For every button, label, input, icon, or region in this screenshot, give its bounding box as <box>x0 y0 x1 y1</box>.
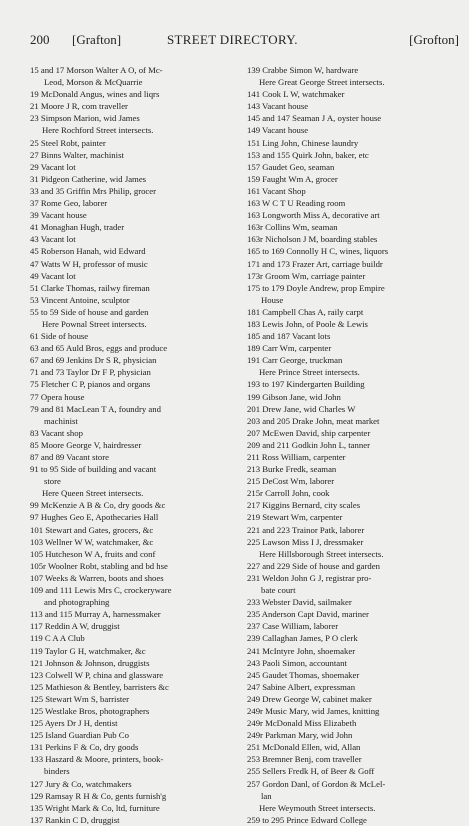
header-left-tag: [Grafton] <box>72 32 122 47</box>
directory-entry: 87 and 89 Vacant store <box>30 452 109 462</box>
directory-entry: 247 Sabine Albert, expressman <box>247 681 356 692</box>
directory-entry: 249r Music Mary, wid James, knitting <box>247 705 380 716</box>
directory-entry: 235 Anderson Capt David, mariner <box>247 609 369 620</box>
directory-entry: 149 Vacant house <box>247 125 309 136</box>
directory-entry: 29 Vacant lot <box>30 161 76 172</box>
directory-entry: 163r Collins Wm, seaman <box>247 222 338 233</box>
header-right-tag: [Grofton] <box>409 32 459 47</box>
directory-entry: 113 and 115 Murray A, harnessmaker <box>30 609 161 620</box>
directory-entry: 43 Vacant lot <box>30 234 76 245</box>
directory-entry: 23 Simpson Marion, wid James <box>30 113 140 124</box>
directory-entry: 159 Faught Wm A, grocer <box>247 173 338 184</box>
directory-entry: 193 to 197 Kindergarten Building <box>247 379 365 390</box>
directory-entry: 71 and 73 Taylor Dr F P, physician <box>30 367 151 378</box>
street-intersection-heading: Here Hillsborough Street intersects. <box>259 548 384 559</box>
street-intersection-heading: Here Great George Street intersects. <box>259 77 385 88</box>
directory-entry: 161 Vacant Shop <box>247 185 306 196</box>
directory-entry: 231 Weldon John G J, registrar pro- <box>247 572 372 583</box>
directory-entry: 15 and 17 Morson Walter A O, of Mc- <box>30 65 163 75</box>
directory-entry: 255 Sellers Fredk H, of Beer & Goff <box>247 766 375 777</box>
directory-entry: 165 to 169 Connolly H C, wines, liquors <box>247 246 389 257</box>
entry-continuation: House <box>261 294 284 305</box>
directory-entry: 125 Mathieson & Bentley, barristers &c <box>30 681 169 692</box>
directory-entry: 257 Gordon Danl, of Gordon & McLel- <box>247 778 386 789</box>
page-header <box>30 32 459 52</box>
directory-entry: 19 McDonald Angus, wines and liqrs <box>30 89 160 100</box>
page-number: 200 <box>30 32 50 47</box>
directory-entry: 41 Monaghan Hugh, trader <box>30 222 125 233</box>
directory-entry: 225 Lawson Miss I J, dressmaker <box>247 536 364 547</box>
directory-entry: 105r Woolner Robt, stabling and bd hse <box>30 560 168 571</box>
directory-entry: 251 McDonald Ellen, wid, Allan <box>247 742 361 753</box>
directory-entry: 77 Opera house <box>30 391 85 402</box>
directory-entry: 239 Callaghan James, P O clerk <box>247 633 358 644</box>
directory-entry: 25 Steel Robt, painter <box>30 137 106 148</box>
directory-entry: 181 Campbell Chas A, raily carpt <box>247 306 364 317</box>
entry-continuation: store <box>44 476 61 487</box>
directory-entry: 97 Hughes Geo E, Apothecaries Hall <box>30 512 159 523</box>
directory-entry: 185 and 187 Vacant lots <box>247 331 331 342</box>
directory-entry: 53 Vincent Antoine, sculptor <box>30 294 130 305</box>
directory-entry: 123 Colwell W P, china and glassware <box>30 669 164 680</box>
directory-entry: 51 Clarke Thomas, railwy fireman <box>30 282 150 293</box>
directory-entry: 219 Stewart Wm, carpenter <box>247 512 343 523</box>
directory-entry: 61 Side of house <box>30 331 89 342</box>
directory-entry: 233 Webster David, sailmaker <box>247 597 352 608</box>
directory-entry: 75 Fletcher C P, pianos and organs <box>30 379 151 390</box>
directory-entry: 103 Wellner W W, watchmaker, &c <box>30 536 154 547</box>
directory-entry: 27 Binns Walter, machinist <box>30 149 124 160</box>
directory-entry: 49 Vacant lot <box>30 270 76 281</box>
directory-entry: 209 and 211 Godkin John L, tanner <box>247 439 370 450</box>
directory-entry: 31 Pidgeon Catherine, wid James <box>30 173 147 184</box>
directory-entry: 145 and 147 Seaman J A, oyster house <box>247 113 382 124</box>
directory-entry: 125 Island Guardian Pub Co <box>30 730 129 741</box>
directory-entry: 189 Carr Wm, carpenter <box>247 343 332 354</box>
entry-continuation: binders <box>44 766 70 777</box>
directory-entry: 131 Perkins F & Co, dry goods <box>30 742 139 753</box>
directory-entry: 47 Watts W H, professor of music <box>30 258 148 269</box>
entry-continuation: lan <box>261 790 272 801</box>
directory-entry: 125 Stewart Wm S, barrister <box>30 693 130 704</box>
directory-entry: 237 Case William, laborer <box>247 621 339 632</box>
street-intersection-heading: Here Rochford Street intersects. <box>42 125 154 136</box>
directory-entry: 183 Lewis John, of Poole & Lewis <box>247 318 368 329</box>
directory-entry: 91 to 95 Side of building and vacant <box>30 464 157 475</box>
directory-entry: 67 and 69 Jenkins Dr S R, physician <box>30 355 157 366</box>
directory-entry: 141 Cook L W, watchmaker <box>247 89 345 100</box>
directory-entry: 101 Stewart and Gates, grocers, &c <box>30 524 154 535</box>
directory-entry: 215r Carroll John, cook <box>247 488 330 499</box>
entry-continuation: and photographing <box>44 597 110 608</box>
directory-entry: 45 Roberson Hanah, wid Edward <box>30 246 146 257</box>
directory-entry: 129 Ramsay R H & Co, gents furnish'g <box>30 790 167 801</box>
directory-entry: 199 Gibson Jane, wid John <box>247 391 341 402</box>
directory-entry: 137 Rankin C D, druggist <box>30 814 120 825</box>
directory-entry: 249 Drew George W, cabinet maker <box>247 693 372 704</box>
directory-entry: 217 Kiggins Bernard, city scales <box>247 500 361 511</box>
directory-entry: 85 Moore George V, hairdresser <box>30 439 142 450</box>
directory-entry: 83 Vacant shop <box>30 427 83 438</box>
directory-entry: 55 to 59 Side of house and garden <box>30 306 149 317</box>
directory-entry: 211 Ross William, carpenter <box>247 452 346 462</box>
directory-entry: 227 and 229 Side of house and garden <box>247 560 380 571</box>
directory-entry: 125 Westlake Bros, photographers <box>30 705 150 716</box>
directory-entry: 37 Rome Geo, laborer <box>30 198 108 209</box>
directory-entry: 253 Bremner Benj, com traveller <box>247 754 362 765</box>
directory-entry: 33 and 35 Griffin Mrs Philip, grocer <box>30 185 157 196</box>
entry-continuation: Leod, Morson & McQuarrie <box>44 77 143 88</box>
directory-entry: 143 Vacant house <box>247 101 309 112</box>
right-column <box>247 64 459 826</box>
left-column <box>30 64 242 826</box>
street-intersection-heading: Here Weymouth Street intersects. <box>259 802 376 813</box>
directory-entry: 249r Parkman Mary, wid John <box>247 730 353 741</box>
directory-entry: 153 and 155 Quirk John, baker, etc <box>247 149 369 160</box>
page-title: STREET DIRECTORY. <box>167 32 298 47</box>
directory-entry: 135 Wright Mark & Co, ltd, furniture <box>30 802 160 813</box>
directory-entry: 203 and 205 Drake John, meat market <box>247 415 380 426</box>
directory-entry: 213 Burke Fredk, seaman <box>247 464 337 475</box>
directory-entry: 221 and 223 Trainor Patk, laborer <box>247 524 365 535</box>
directory-entry: 243 Paoli Simon, accountant <box>247 657 347 668</box>
entry-continuation: bate court <box>261 585 296 596</box>
directory-entry: 201 Drew Jane, wid Charles W <box>247 403 356 414</box>
directory-entry: 109 and 111 Lewis Mrs C, crockeryware <box>30 585 172 596</box>
directory-entry: 163 W C T U Reading room <box>247 198 346 209</box>
directory-entry: 107 Weeks & Warren, boots and shoes <box>30 572 164 583</box>
directory-entry: 175 to 179 Doyle Andrew, prop Empire <box>247 282 385 293</box>
directory-entry: 125 Ayers Dr J H, dentist <box>30 718 118 729</box>
directory-entry: 121 Johnson & Johnson, druggists <box>30 657 150 668</box>
directory-entry: 259 to 295 Prince Edward College <box>247 814 367 825</box>
directory-entry: 157 Gaudet Geo, seaman <box>247 161 335 172</box>
directory-entry: 241 McIntyre John, shoemaker <box>247 645 356 656</box>
directory-entry: 79 and 81 MacLean T A, foundry and <box>30 403 161 414</box>
directory-entry: 117 Reddin A W, druggist <box>30 621 120 632</box>
directory-entry: 215 DeCost Wm, laborer <box>247 476 335 487</box>
directory-entry: 245 Gaudet Thomas, shoemaker <box>247 669 360 680</box>
directory-entry: 151 Ling John, Chinese laundry <box>247 137 359 148</box>
directory-entry: 39 Vacant house <box>30 210 87 221</box>
directory-entry: 191 Carr George, truckman <box>247 355 343 366</box>
directory-entry: 163r Nicholson J M, boarding stables <box>247 234 378 245</box>
directory-entry: 105 Hutcheson W A, fruits and conf <box>30 548 156 559</box>
directory-entry: 139 Crabbe Simon W, hardware <box>247 65 359 75</box>
directory-entry: 99 McKenzie A B & Co, dry goods &c <box>30 500 166 511</box>
directory-entry: 21 Moore J R, com traveller <box>30 101 128 112</box>
directory-entry: 249r McDonald Miss Elizabeth <box>247 718 357 729</box>
entry-continuation: machinist <box>44 415 78 426</box>
street-intersection-heading: Here Queen Street intersects. <box>42 488 144 499</box>
directory-entry: 119 C A A Club <box>30 633 85 644</box>
directory-entry: 127 Jury & Co, watchmakers <box>30 778 132 789</box>
directory-entry: 173r Groom Wm, carriage painter <box>247 270 366 281</box>
directory-entry: 133 Haszard & Moore, printers, book- <box>30 754 164 765</box>
street-intersection-heading: Here Pownal Street intersects. <box>42 318 147 329</box>
street-intersection-heading: Here Prince Street intersects. <box>259 367 360 378</box>
directory-entry: 163 Longworth Miss A, decorative art <box>247 210 380 221</box>
directory-entry: 207 McEwen David, ship carpenter <box>247 427 371 438</box>
directory-entry: 119 Taylor G H, watchmaker, &c <box>30 645 146 656</box>
directory-entry: 171 and 173 Frazer Art, carriage buildr <box>247 258 383 269</box>
directory-entry: 63 and 65 Auld Bros, eggs and produce <box>30 343 168 354</box>
